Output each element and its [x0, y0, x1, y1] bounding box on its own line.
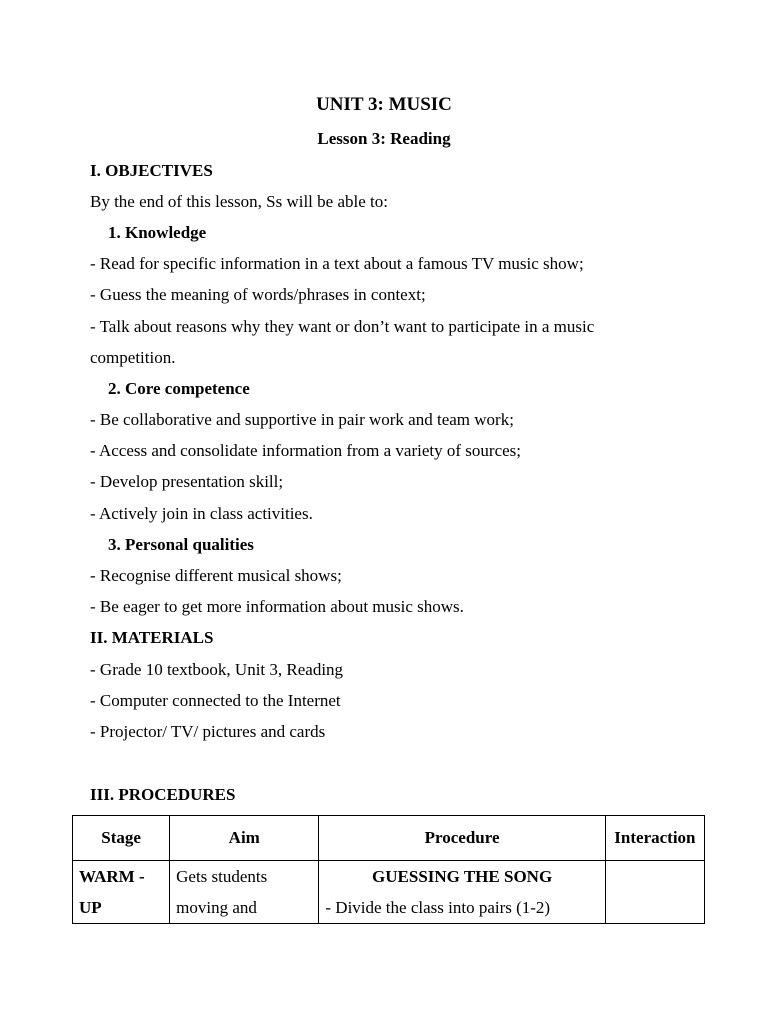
aim-text: Gets students [176, 867, 268, 886]
knowledge-item: - Guess the meaning of words/phrases in context; [90, 285, 426, 304]
objectives-intro: By the end of this lesson, Ss will be able to: [90, 192, 388, 211]
personal-qualities-heading: 3. Personal qualities [108, 535, 254, 554]
core-item: - Actively join in class activities. [90, 504, 313, 523]
column-header-interaction: Interaction [605, 816, 704, 861]
procedure-activity-title: GUESSING THE SONG [372, 867, 553, 886]
procedures-heading: III. PROCEDURES [90, 785, 236, 804]
procedures-table [72, 815, 705, 924]
stage-text: UP [79, 898, 102, 917]
personal-item: - Recognise different musical shows; [90, 566, 342, 585]
knowledge-item: - Read for specific information in a text about a famous TV music show; [90, 254, 584, 273]
aim-cell [170, 861, 319, 924]
procedure-cell [319, 861, 605, 924]
table-row [73, 861, 705, 924]
column-header-stage: Stage [73, 816, 170, 861]
interaction-cell [605, 861, 704, 924]
core-competence-heading: 2. Core competence [108, 379, 250, 398]
table-header-row [73, 816, 705, 861]
knowledge-heading: 1. Knowledge [108, 223, 207, 242]
stage-cell [73, 861, 170, 924]
materials-heading: II. MATERIALS [90, 628, 214, 647]
column-header-aim: Aim [170, 816, 319, 861]
objectives-heading: I. OBJECTIVES [90, 161, 213, 180]
knowledge-item: - Talk about reasons why they want or don’t want to participate in a music [90, 317, 595, 336]
personal-item: - Be eager to get more information about music shows. [90, 597, 464, 616]
procedure-step: - Divide the class into pairs (1-2) [325, 898, 551, 917]
knowledge-item-continued: competition. [90, 348, 176, 367]
materials-item: - Computer connected to the Internet [90, 691, 341, 710]
column-header-procedure: Procedure [319, 816, 605, 861]
core-item: - Be collaborative and supportive in pair work and team work; [90, 410, 514, 429]
stage-text: WARM - [79, 867, 145, 886]
aim-text: moving and [176, 898, 257, 917]
lesson-title: Lesson 3: Reading [317, 129, 451, 148]
materials-item: - Projector/ TV/ pictures and cards [90, 722, 326, 741]
unit-title: UNIT 3: MUSIC [316, 94, 452, 115]
core-item: - Access and consolidate information from a variety of sources; [90, 441, 522, 460]
core-item: - Develop presentation skill; [90, 472, 284, 491]
materials-item: - Grade 10 textbook, Unit 3, Reading [90, 660, 344, 679]
